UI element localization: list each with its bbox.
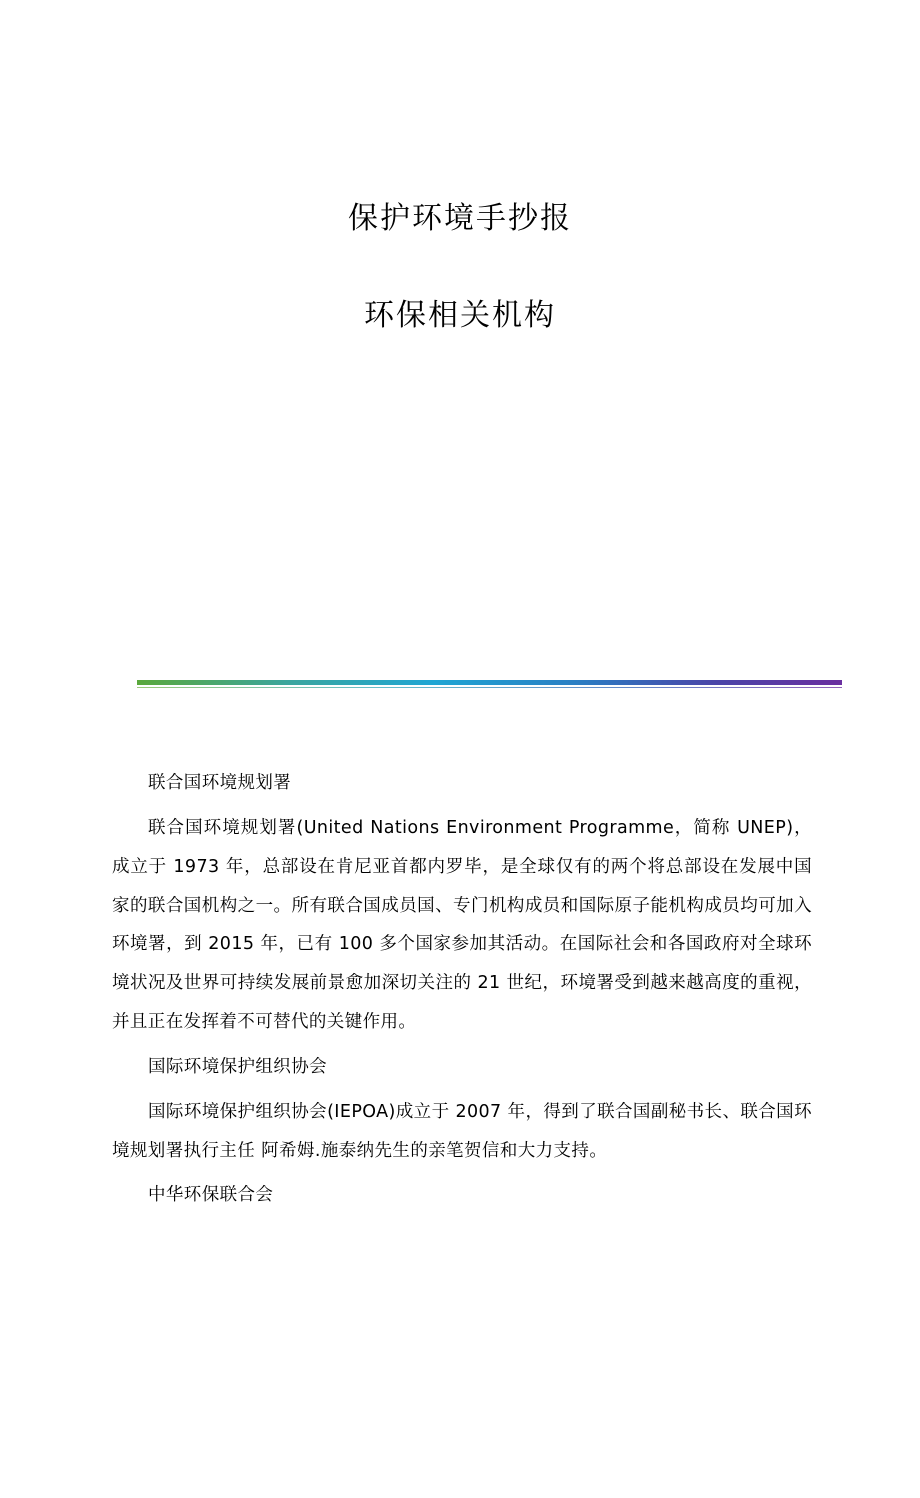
document-body bbox=[112, 764, 812, 1221]
title-block bbox=[0, 196, 920, 338]
paragraph-unep: 联合国环境规划署(United Nations Environment Programme，简称 UNEP)，成立于 1973 年，总部设在肯尼亚首都内罗毕，是全球仅有的两个将总部设在发展中国家的联合国机构之一。所有联合国成员国、专门机构成员和国际原子能机构成员均可加入环境署，到 2015 年，已有 100 多个国家参加其活动。在国际社会和各国政府对全球环境状况及世界可持续发展前景愈加深切关注的 21 世纪，环境署受到越来越高度的重视，并且正在发挥着不可替代的关键作用。 bbox=[112, 817, 812, 1033]
section-heading-unep: 联合国环境规划署 bbox=[148, 773, 292, 793]
section-heading-acef: 中华环保联合会 bbox=[148, 1185, 274, 1206]
section-heading-iepoa: 国际环境保护组织协会 bbox=[148, 1056, 327, 1077]
page-subtitle: 环保相关机构 bbox=[364, 298, 556, 333]
gradient-divider-bar bbox=[137, 680, 842, 685]
page-title: 保护环境手抄报 bbox=[348, 201, 572, 236]
gradient-divider-line bbox=[137, 687, 842, 688]
paragraph-iepoa: 国际环境保护组织协会(IEPOA)成立于 2007 年，得到了联合国副秘书长、联合国环境规划署执行主任 阿希姆.施泰纳先生的亲笔贺信和大力支持。 bbox=[112, 1101, 812, 1161]
document-page bbox=[0, 196, 920, 1498]
gradient-divider bbox=[137, 680, 842, 688]
